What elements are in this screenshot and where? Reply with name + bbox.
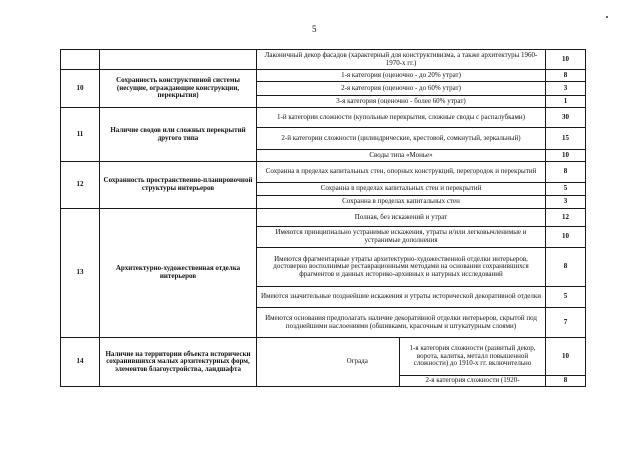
criterion-score: 7: [546, 308, 586, 338]
criterion-score: 8: [546, 70, 586, 82]
criterion-name: Наличие на территории объекта исторически сохранившихся малых архитектурных форм, элементов благоустройства, ландшафта: [100, 338, 257, 387]
criteria-table: [60, 49, 586, 387]
criterion-option: 2-я категория (оценочно - до 60% утрат): [257, 82, 546, 96]
criterion-option: 2-я категория сложности (1920-: [400, 376, 546, 387]
criterion-number: 14: [61, 338, 100, 387]
criterion-option: Сохранна в пределах капитальных стен: [257, 196, 546, 209]
criterion-number: 12: [61, 162, 100, 209]
criterion-score: 3: [546, 82, 586, 96]
criterion-option: Сохранна в пределах капитальных стен и перекрытий: [257, 183, 546, 196]
criterion-option: 3-я категория (оценочно - более 60% утрат): [257, 96, 546, 108]
criterion-option: Полная, без искажений и утрат: [257, 209, 546, 227]
criterion-name: Сохранность пространственно-планировочной структуры интерьеров: [100, 162, 257, 209]
criterion-score: 30: [546, 108, 586, 128]
scan-speck: [606, 16, 608, 18]
criterion-option: 1-й категории сложности (купольные перекрытия, сложные своды с распалубками): [257, 108, 546, 128]
criterion-number: [61, 50, 100, 70]
criterion-score: 12: [546, 209, 586, 227]
criterion-option: Имеются основания предполагать наличие декоративной отделки интерьеров, скрытой под позднейшими наслоениями (обшивками, красочным и штукатурным слоями): [257, 308, 546, 338]
table-row: [61, 108, 586, 128]
criterion-score: 10: [546, 338, 586, 376]
criterion-score: 5: [546, 183, 586, 196]
criterion-name: [100, 50, 257, 70]
criterion-score: 10: [546, 227, 586, 248]
page-number: 5: [312, 24, 317, 34]
subcriterion-name: Ограда: [316, 338, 400, 387]
criterion-score: 8: [546, 248, 586, 287]
criterion-option: Имеются значительные позднейшие искажения и утраты исторической декоративной отделки: [257, 287, 546, 308]
criterion-name: Архитектурно-художественная отделка интерьеров: [100, 209, 257, 338]
criterion-number: 11: [61, 108, 100, 162]
criterion-score: 8: [546, 162, 586, 183]
criterion-score: 5: [546, 287, 586, 308]
table-row: [61, 209, 586, 227]
criterion-number: 10: [61, 70, 100, 108]
criterion-score: 8: [546, 376, 586, 387]
criterion-score: 15: [546, 128, 586, 150]
criterion-score: 10: [546, 50, 586, 70]
criterion-score: 3: [546, 196, 586, 209]
criterion-option: 1-я категория сложности (развитый декор, ворота, калитка, металл повышенной сложности) до 1910-х гг. включительно: [400, 338, 546, 376]
table-spacer: [257, 338, 316, 387]
criterion-score: 10: [546, 150, 586, 162]
criterion-name: Наличие сводов или сложных перекрытий другого типа: [100, 108, 257, 162]
criterion-option: Лаконичный декор фасадов (характерный для конструктивизма, а также архитектуры 1960-1970-х гг.): [257, 50, 546, 70]
criterion-option: Имеются принципиально устранимые искажения, утраты и/или легковычленимые и устранимые дополнения: [257, 227, 546, 248]
table-row: [61, 70, 586, 82]
criterion-option: 1-я категория (оценочно - до 20% утрат): [257, 70, 546, 82]
criterion-option: Имеются фрагментарные утраты архитектурно-художественной отделки интерьеров, достоверно восполнимые реставрационными методами на основании сохранившихся фрагментов и данных историко-архивных и натурных исследований: [257, 248, 546, 287]
criterion-option: Сохранна в пределах капитальных стен, опорных конструкций, перегородок и перекрытий: [257, 162, 546, 183]
table-row: [61, 338, 586, 376]
criterion-option: Своды типа «Монье»: [257, 150, 546, 162]
criterion-option: 2-й категории сложности (цилиндрические, крестовой, сомкнутый, зеркальный): [257, 128, 546, 150]
table-row: [61, 50, 586, 70]
criterion-number: 13: [61, 209, 100, 338]
criterion-name: Сохранность конструктивной системы (несущие, ограждающие конструкции, перекрытия): [100, 70, 257, 108]
table-row: [61, 162, 586, 183]
criterion-score: 1: [546, 96, 586, 108]
